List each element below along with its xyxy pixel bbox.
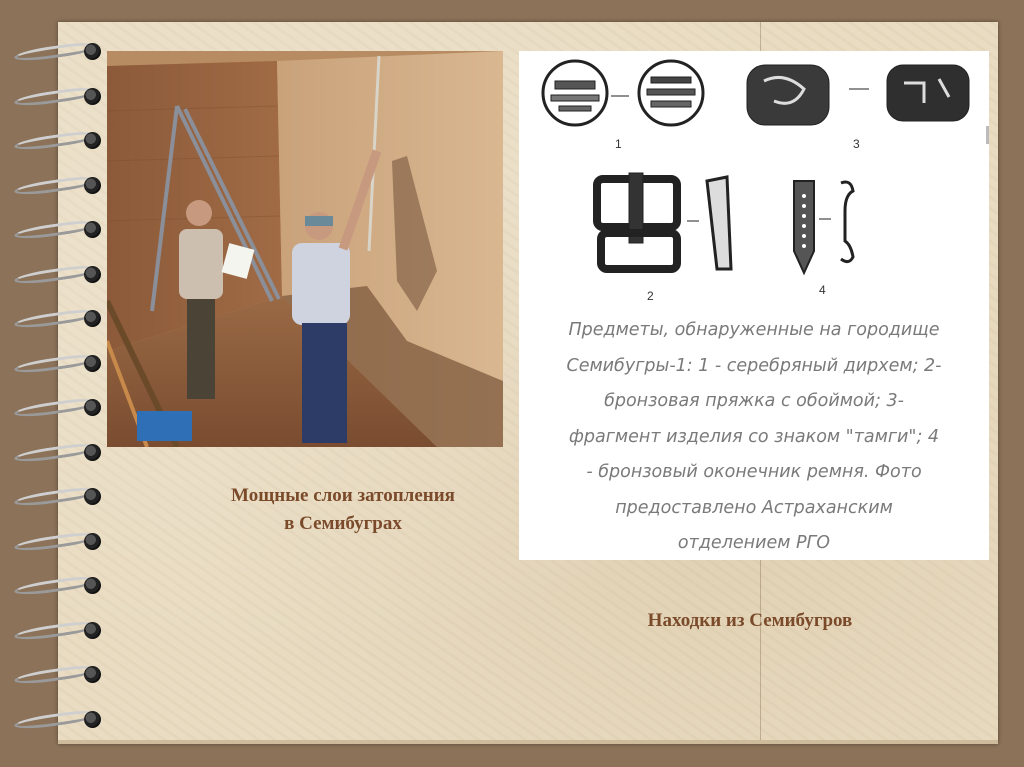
binding-wire xyxy=(14,485,95,508)
binding-wire xyxy=(14,174,95,197)
figure-caption-line: - бронзовый оконечник ремня. Фото xyxy=(586,462,922,482)
binding-hole xyxy=(84,221,101,238)
photo-caption xyxy=(178,482,508,538)
binding-hole xyxy=(84,132,101,149)
excavation-scene-image xyxy=(107,51,503,447)
binding-ring xyxy=(14,307,94,329)
figure-caption-line: отделением РГО xyxy=(677,533,831,553)
binding-hole xyxy=(84,88,101,105)
figure-number: 3 xyxy=(853,137,860,151)
binding-ring xyxy=(14,619,94,641)
binding-hole xyxy=(84,488,101,505)
binding-ring xyxy=(14,218,94,240)
binding-wire xyxy=(14,396,95,419)
figure-caption-line: бронзовая пряжка с обоймой; 3- xyxy=(604,391,904,411)
binding-ring xyxy=(14,396,94,418)
binding-ring xyxy=(14,174,94,196)
binding-wire xyxy=(14,530,95,553)
binding-hole xyxy=(84,666,101,683)
binding-hole xyxy=(84,577,101,594)
binding-hole xyxy=(84,399,101,416)
figure-scroll-indicator xyxy=(986,126,989,144)
binding-hole xyxy=(84,43,101,60)
binding-ring xyxy=(14,352,94,374)
figure-caption-line: Предметы, обнаруженные на городище xyxy=(568,320,940,340)
binding-ring xyxy=(14,263,94,285)
binding-wire xyxy=(14,441,95,464)
figure-caption xyxy=(531,313,977,562)
photo-caption-line: Мощные слои затопления xyxy=(231,485,455,506)
binding-ring xyxy=(14,708,94,730)
binding-wire xyxy=(14,40,95,63)
figure-number: 4 xyxy=(819,283,826,297)
binding-ring xyxy=(14,574,94,596)
page-edge xyxy=(58,740,998,744)
binding-ring xyxy=(14,85,94,107)
binding-wire xyxy=(14,307,95,330)
artifacts-figure xyxy=(519,51,989,560)
binding-wire xyxy=(14,85,95,108)
binding-ring xyxy=(14,441,94,463)
binding-ring xyxy=(14,663,94,685)
binding-wire xyxy=(14,263,95,286)
figure-caption-line: предоставлено Астраханским xyxy=(615,497,893,518)
binding-hole xyxy=(84,310,101,327)
binding-hole xyxy=(84,622,101,639)
binding-wire xyxy=(14,129,95,152)
artifacts-drawing xyxy=(519,51,989,301)
binding-wire xyxy=(14,663,95,686)
binding-ring xyxy=(14,485,94,507)
photo-caption-line: в Семибуграх xyxy=(284,513,402,534)
excavation-photo xyxy=(107,51,503,447)
binding-hole xyxy=(84,444,101,461)
binding-hole xyxy=(84,355,101,372)
figure-number: 2 xyxy=(647,289,654,303)
binding-wire xyxy=(14,352,95,375)
binding-hole xyxy=(84,177,101,194)
binding-ring xyxy=(14,129,94,151)
figure-caption-line: Семибугры-1: 1 - серебряный дирхем; 2- xyxy=(566,355,942,376)
figure-caption-line: фрагмент изделия со знаком "тамги"; 4 xyxy=(568,426,940,447)
binding-ring xyxy=(14,530,94,552)
binding-ring xyxy=(14,40,94,62)
binding-wire xyxy=(14,708,95,731)
figure-number: 1 xyxy=(615,137,622,151)
binding-wire xyxy=(14,619,95,642)
binding-hole xyxy=(84,711,101,728)
binding-hole xyxy=(84,266,101,283)
binding-hole xyxy=(84,533,101,550)
binding-wire xyxy=(14,574,95,597)
findings-caption: Находки из Семибугров xyxy=(647,610,853,631)
binding-wire xyxy=(14,218,95,241)
